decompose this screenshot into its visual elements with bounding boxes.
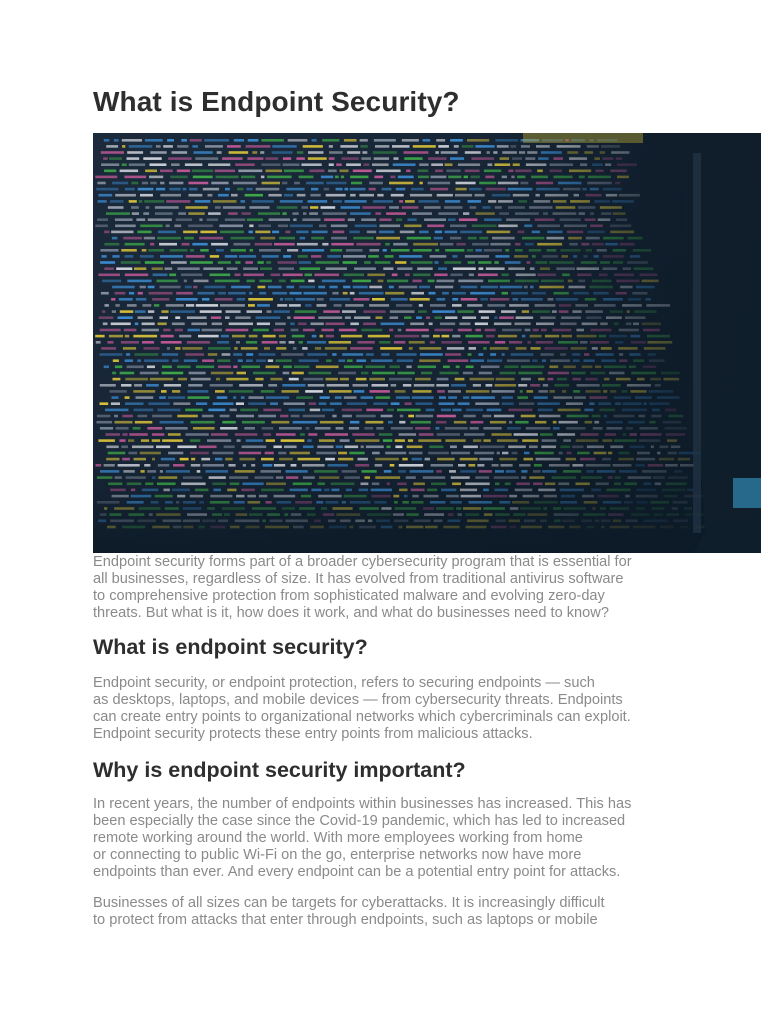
code-screen-image	[93, 133, 761, 553]
text-line: remote working around the world. With more employees working from home	[93, 830, 583, 846]
section-what-paragraph	[93, 675, 693, 743]
text-line: as desktops, laptops, and mobile devices — from cybersecurity threats. Endpoints	[93, 692, 623, 708]
hero-image	[93, 133, 761, 553]
section-heading-what: What is endpoint security?	[93, 635, 368, 659]
text-line: In recent years, the number of endpoints within businesses has increased. This has	[93, 796, 632, 812]
text-line: been especially the case since the Covid-19 pandemic, which has led to increased	[93, 813, 626, 829]
text-line: all businesses, regardless of size. It has evolved from traditional antivirus software	[93, 571, 624, 587]
text-line: endpoints than ever. And every endpoint can be a potential entry point for attacks.	[93, 864, 621, 880]
text-line: Endpoint security forms part of a broader cybersecurity program that is essential for	[93, 554, 632, 570]
section-heading-why: Why is endpoint security important?	[93, 758, 466, 782]
text-line: Endpoint security protects these entry points from malicious attacks.	[93, 726, 533, 742]
section-why-paragraph-1	[93, 796, 693, 881]
text-line: can create entry points to organizational networks which cybercriminals can exploit.	[93, 709, 631, 725]
section-why-paragraph-2	[93, 895, 693, 929]
text-line: to comprehensive protection from sophisticated malware and evolving zero-day	[93, 588, 605, 604]
text-line: threats. But what is it, how does it work, and what do businesses need to know?	[93, 605, 609, 621]
text-line: Businesses of all sizes can be targets for cyberattacks. It is increasingly difficult	[93, 895, 605, 911]
text-line: to protect from attacks that enter through endpoints, such as laptops or mobile	[93, 912, 598, 928]
text-line: Endpoint security, or endpoint protection, refers to securing endpoints — such	[93, 675, 595, 691]
text-line: or connecting to public Wi-Fi on the go, enterprise networks now have more	[93, 847, 582, 863]
page-title: What is Endpoint Security?	[93, 86, 460, 117]
intro-paragraph	[93, 554, 693, 622]
